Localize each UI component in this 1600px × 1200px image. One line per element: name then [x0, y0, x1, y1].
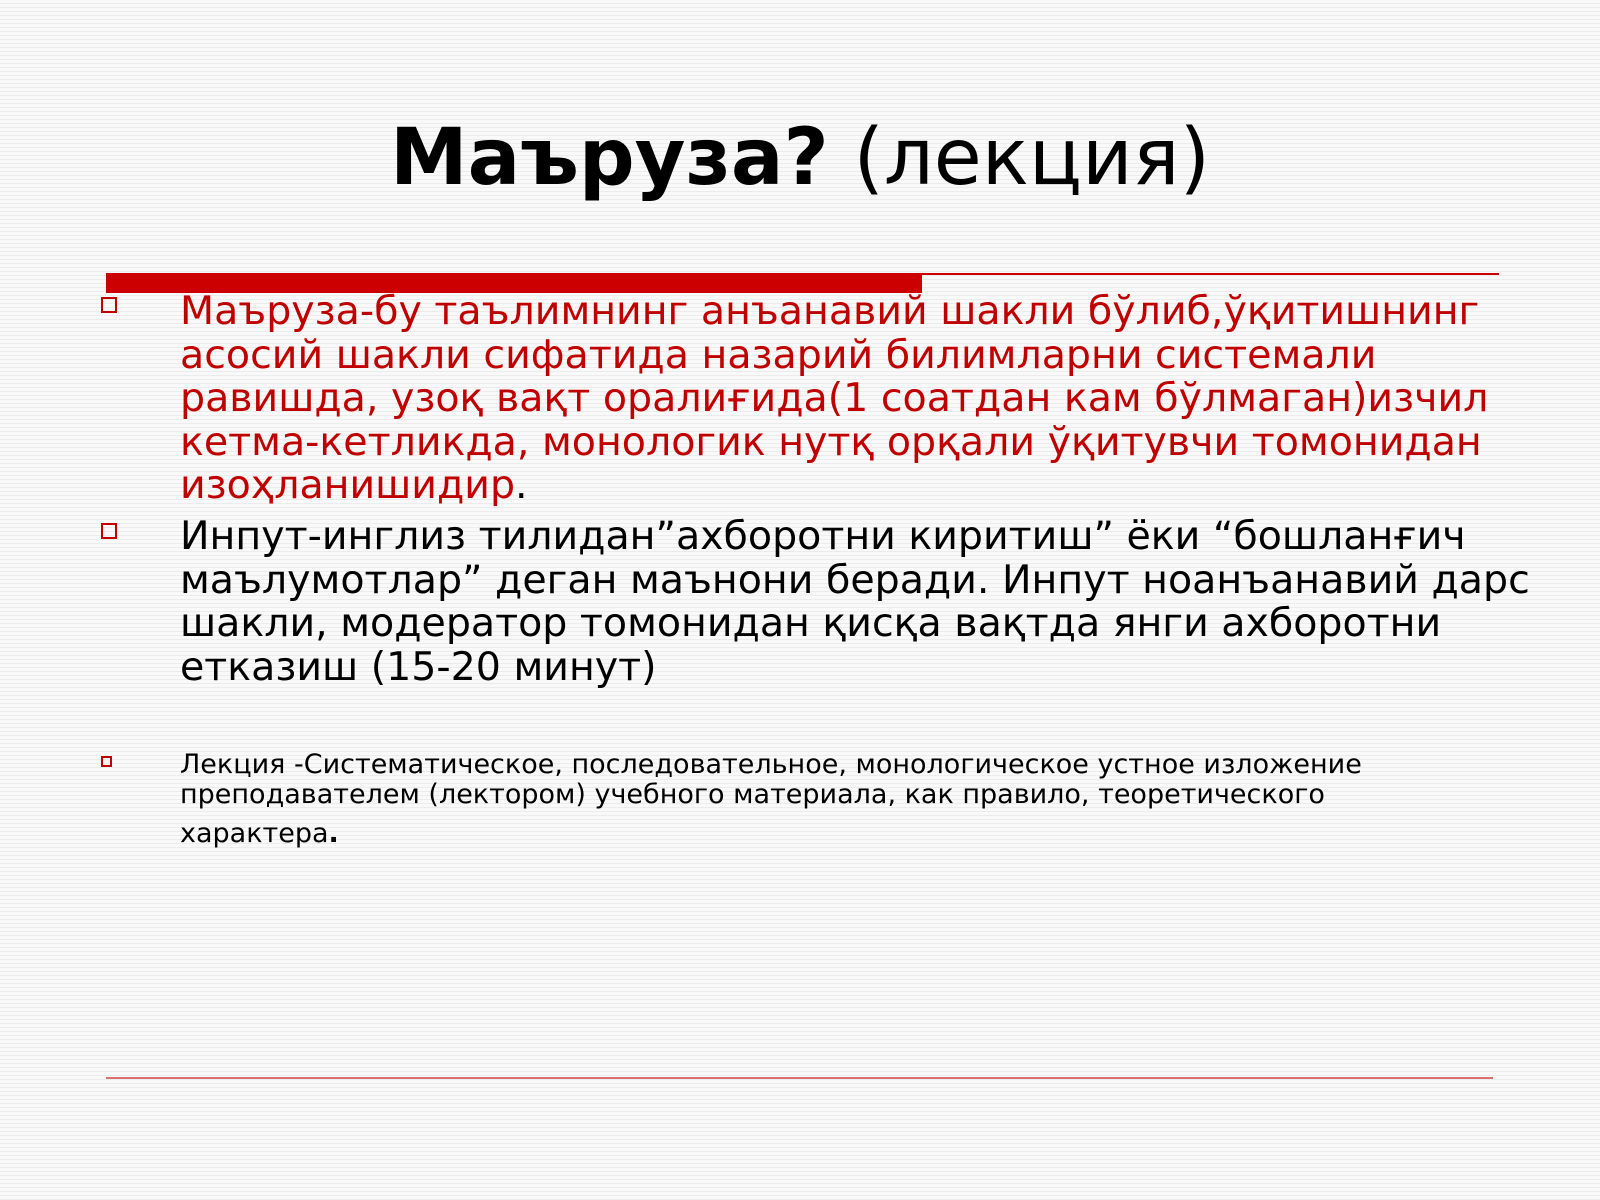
slide-title-bold: Маъруза?	[389, 113, 829, 203]
bullet-square-icon	[101, 297, 117, 313]
bullet-1-end: .	[515, 462, 528, 508]
bullet-1-text	[180, 290, 1560, 508]
footer-divider	[106, 1077, 1493, 1079]
bullet-3-end: .	[328, 818, 339, 849]
bullet-2-text: Инпут-инглиз тилидан”ахборотни киритиш” ёки “бошланғич маълумотлар” деган маънони беради. Инпут ноанъанавий дарс шакли, модератор томонидан қисқа вақтда янги ахборотни етказиш (15-20 минут)	[180, 513, 1530, 690]
bullet-square-icon	[101, 756, 112, 767]
bullet-3-last-word: характера	[180, 818, 329, 849]
bullet-1-main: Маъруза-бу таълимнинг анъанавий шакли бўлиб,ўқитишнинг асосий шакли сифатида назарий билимларни системали равишда, узоқ вақт оралиғида(1 соатдан кам бўлмаган)изчил кетма-кетликда, монологик нутқ орқали ўқитувчи томонидан изоҳланишидир	[180, 288, 1489, 508]
bullet-square-icon	[101, 523, 117, 539]
slide-title	[0, 112, 1600, 204]
title-underline-thin	[922, 273, 1499, 275]
slide-title-normal: (лекция)	[853, 113, 1211, 203]
bullet-3-main: Лекция -Систематическое, последовательное, монологическое устное изложение преподавателем (лектором) учебного материала, как правило, теоретического	[180, 749, 1362, 810]
bullet-3-last-line	[180, 819, 339, 849]
bullet-3-text	[180, 750, 1560, 849]
